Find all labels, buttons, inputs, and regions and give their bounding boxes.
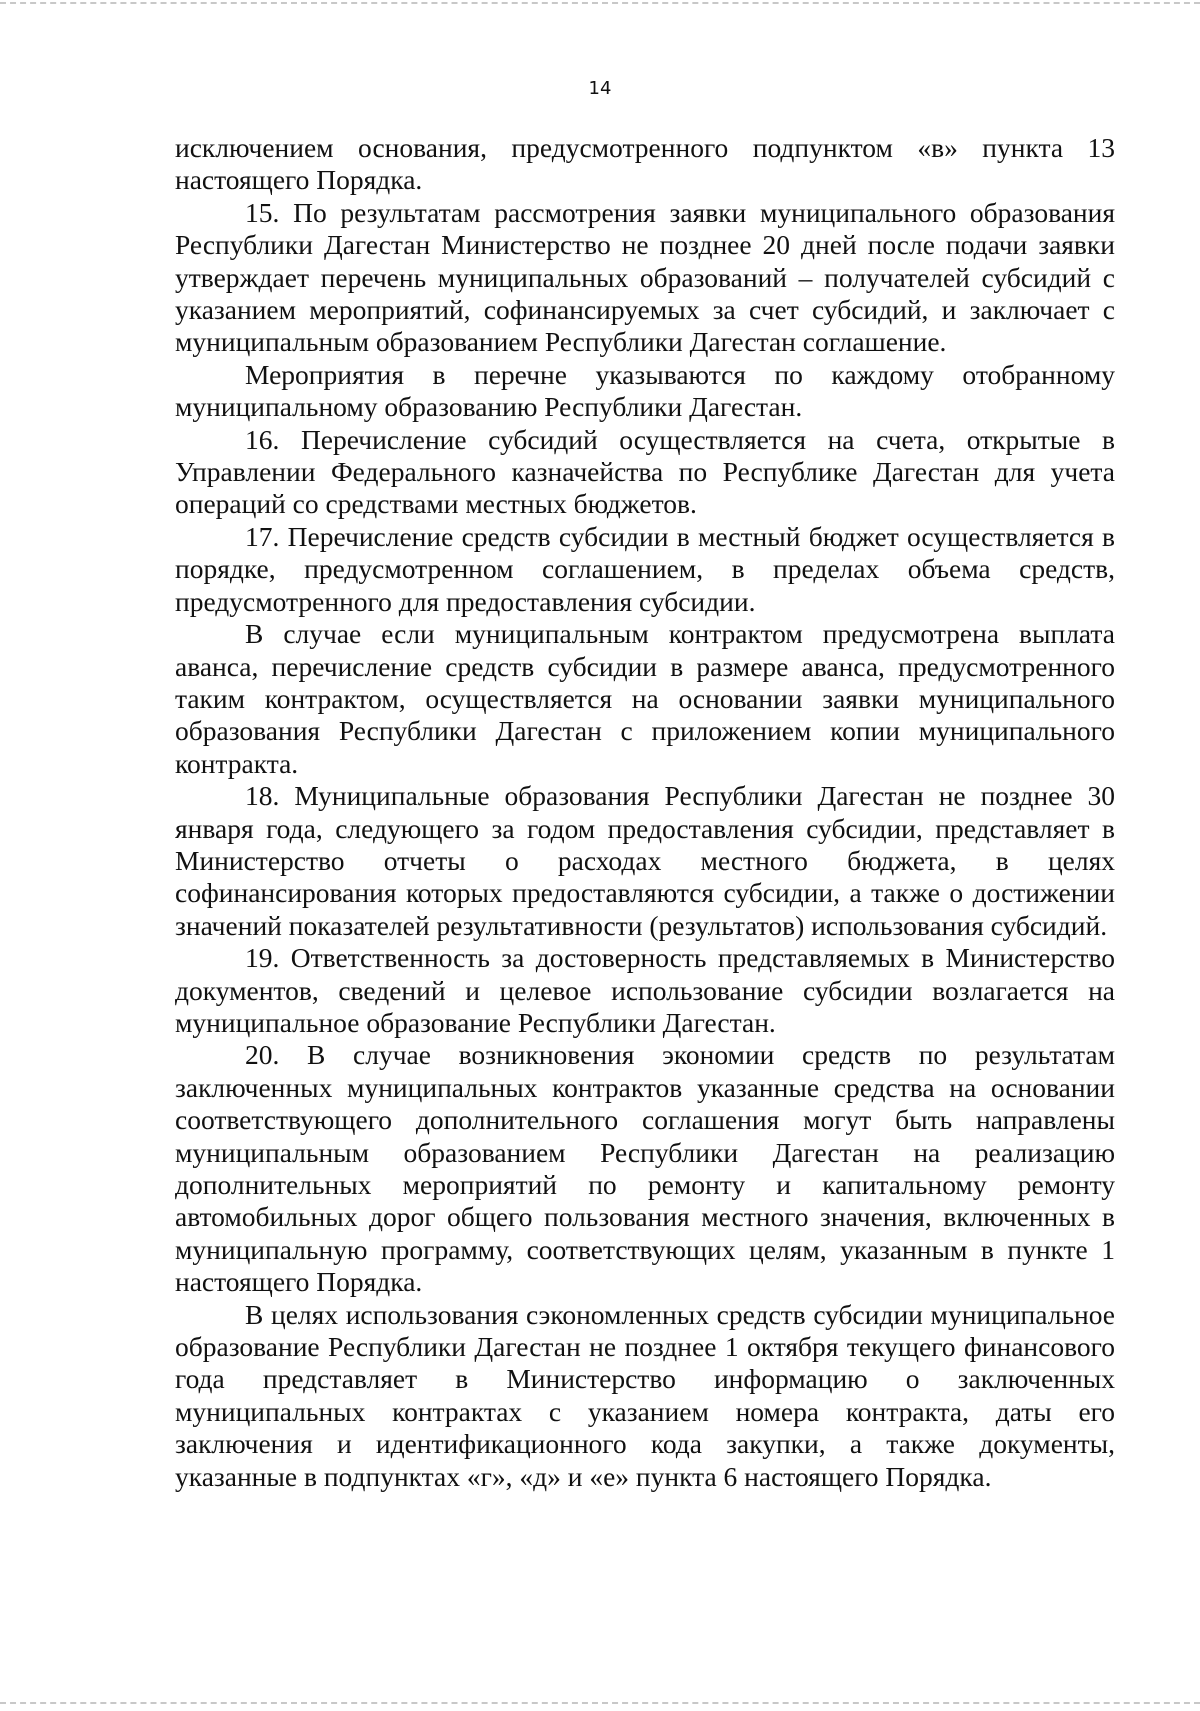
paragraph-advance-payment: В случае если муниципальным контрактом предусмотрена выплата аванса, перечисление средств субсидии в размере аванса, предусмотренного таким контрактом, осуществляется на основании заявки муниципального образования Республики Дагестан с приложением копии муниципального контракта. <box>175 618 1115 779</box>
paragraph-item-15: 15. По результатам рассмотрения заявки муниципального образования Республики Дагестан Министерство не позднее 20 дней после подачи заявки утверждает перечень муниципальных образований – получателей субсидий с указанием мероприятий, софинансируемых за счет субсидий, и заключает с муниципальным образованием Республики Дагестан соглашение. <box>175 196 1115 358</box>
paragraph-item-20: 20. В случае возникновения экономии средств по результатам заключенных муниципальных контрактов указанные средства на основании соответствующего дополнительного соглашения могут быть направлены муниципальным образованием Республики Дагестан на реализацию дополнительных мероприятий по ремонту и капитальному ремонту автомобильных дорог общего пользования местного значения, включенных в муниципальную программу, соответствующих целям, указанным в пункте 1 настоящего Порядка. <box>175 1039 1115 1298</box>
page-number: 14 <box>588 78 612 99</box>
paragraph-savings-use: В целях использования сэкономленных средств субсидии муниципальное образование Республики Дагестан не позднее 1 октября текущего финансового года представляет в Министерство информацию о заключенных муниципальных контрактах с указанием номера контракта, даты его заключения и идентификационного кода закупки, а также документы, указанные в подпунктах «г», «д» и «е» пункта 6 настоящего Порядка. <box>175 1298 1115 1492</box>
paragraph-item-17: 17. Перечисление средств субсидии в местный бюджет осуществляется в порядке, предусмотренном соглашением, в пределах объема средств, предусмотренного для предоставления субсидии. <box>175 520 1115 617</box>
scan-edge-bottom <box>0 1702 1200 1704</box>
paragraph-item-19: 19. Ответственность за достоверность представляемых в Министерство документов, сведений и целевое использование субсидии возлагается на муниципальное образование Республики Дагестан. <box>175 942 1115 1038</box>
paragraph-item-18: 18. Муниципальные образования Республики Дагестан не позднее 30 января года, следующего за годом предоставления субсидии, представляет в Министерство отчеты о расходах местного бюджета, в целях софинансирования которых предоставляются субсидии, а также о достижении значений показателей результативности (результатов) использования субсидий. <box>175 780 1115 941</box>
paragraph-item-16: 16. Перечисление субсидий осуществляется на счета, открытые в Управлении Федерального казначейства по Республике Дагестан для учета операций со средствами местных бюджетов. <box>175 423 1115 520</box>
document-body <box>175 132 1115 1493</box>
paragraph-measures-list: Мероприятия в перечне указываются по каждому отобранному муниципальному образованию Республики Дагестан. <box>175 358 1115 423</box>
paragraph-continuation: исключением основания, предусмотренного подпунктом «в» пункта 13 настоящего Порядка. <box>175 132 1115 196</box>
scan-edge-top <box>0 2 1200 4</box>
